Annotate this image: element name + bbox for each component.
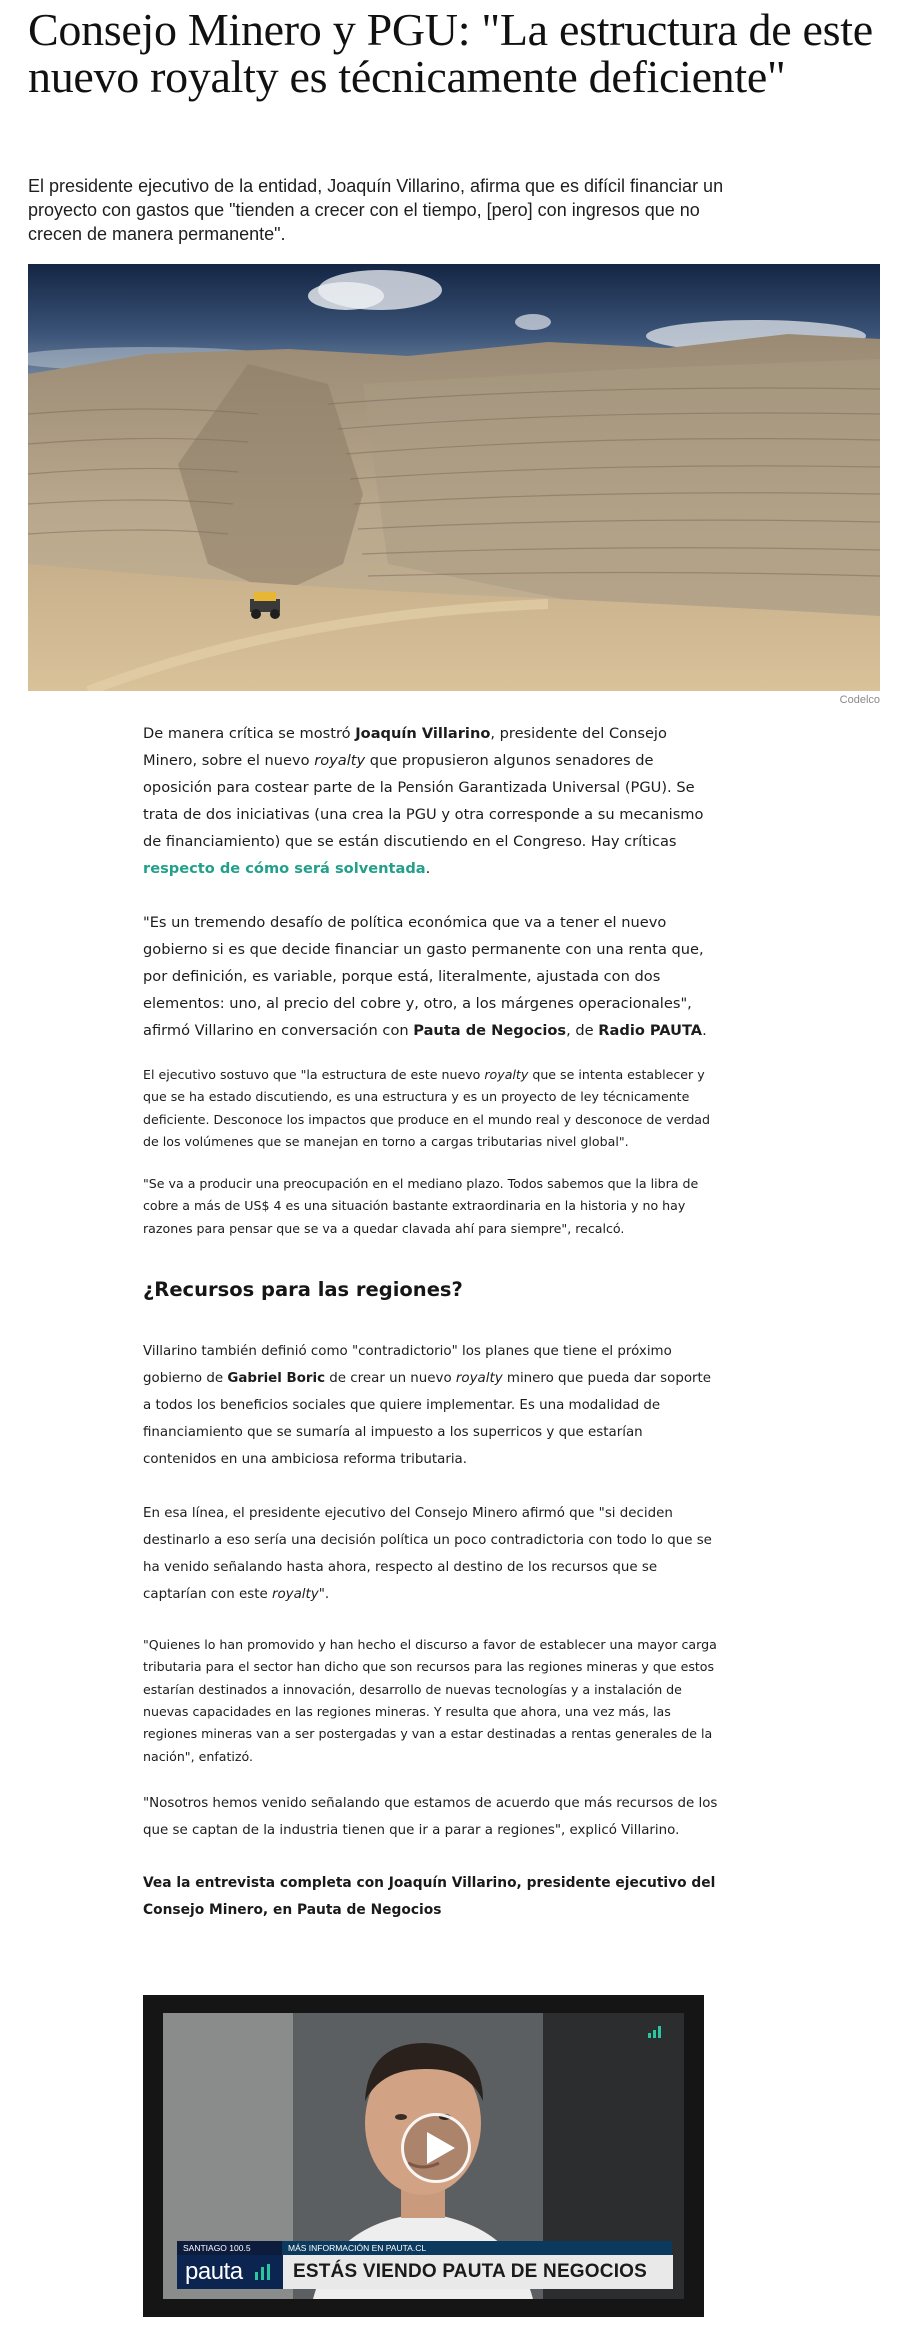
play-icon xyxy=(425,2132,455,2164)
text-run: , presidente del Consejo Minero, sobre el nuevo xyxy=(143,725,667,769)
video-lower-third xyxy=(177,2255,673,2289)
text-run: de crear un nuevo xyxy=(325,1371,456,1387)
text-run: En esa línea, el presidente ejecutivo del Consejo Minero afirmó que "si deciden destinarlo a eso sería una decisión política un poco contradictoria con todo lo que se ha venido señalando hasta ahora, respecto al destino de los recursos que se captarían con este xyxy=(143,1506,712,1603)
hero-image-mine xyxy=(28,264,880,691)
now-watching-banner: ESTÁS VIENDO PAUTA DE NEGOCIOS xyxy=(283,2255,673,2289)
paragraph-2 xyxy=(143,909,718,1044)
article-subtitle: El presidente ejecutivo de la entidad, Joaquín Villarino, afirma que es difícil financiar un proyecto con gastos que "tienden a crecer con el tiempo, [pero] con ingresos que no crecen de manera permanente". xyxy=(28,176,724,244)
bold-name: Joaquín Villarino xyxy=(355,725,491,742)
live-signal-icon xyxy=(648,2025,662,2043)
text-run: Villarino también definió como "contradictorio" los planes que tiene el próximo gobierno de xyxy=(143,1344,672,1387)
pauta-logo-text: pauta xyxy=(185,2258,243,2285)
text-run: De manera crítica se mostró xyxy=(143,725,356,742)
paragraph-1 xyxy=(143,720,718,882)
video-player[interactable] xyxy=(143,1995,704,2317)
article-body xyxy=(143,720,718,1924)
text-run: El ejecutivo sostuvo que "la estructura de este nuevo xyxy=(143,1067,485,1082)
paragraph-5 xyxy=(143,1338,718,1473)
image-credit: Codelco xyxy=(839,694,880,706)
section-subheading: ¿Recursos para las regiones? xyxy=(143,1278,463,1302)
paragraph-6 xyxy=(143,1500,718,1608)
paragraph-8: "Nosotros hemos venido señalando que estamos de acuerdo que más recursos de los que se captan de la industria tienen que ir a parar a regiones", explicó Villarino. xyxy=(143,1795,718,1838)
text-run: "Es un tremendo desafío de política económica que va a tener el nuevo gobierno si es que decide financiar un gasto permanente con una renta que, por definición, es variable, porque está, literalmente, ajustada con dos elementos: uno, al precio del cobre y, otro, a los márgenes operacionales", afirmó Villarino en conversación con xyxy=(143,914,704,1039)
text-run: , de xyxy=(566,1022,599,1039)
paragraph-4: "Se va a producir una preocupación en el mediano plazo. Todos sabemos que la libra de cobre a más de US$ 4 es una situación bastante extraordinaria en la historia y no hay razones para pensar que se va a quedar clavada ahí para siempre", recalcó. xyxy=(143,1176,699,1236)
text-run: que se intenta establecer y que se ha estado discutiendo, es una estructura y es un proyecto de ley técnicamente deficiente. Desconoce los impactos que produce en el mundo real y desconoce de verdad de los volúmenes que se manejan en torno a cargas tributarias nivel global". xyxy=(143,1067,711,1149)
video-frame[interactable] xyxy=(163,2013,684,2299)
italic-term: royalty xyxy=(455,1371,503,1387)
text-run: que propusieron algunos senadores de oposición para costear parte de la Pensión Garantizada Universal (PGU). Se trata de dos iniciativas (una crea la PGU y otra corresponde a su mecanismo de financiamiento) que se están discutiendo en el Congreso. Hay críticas xyxy=(143,752,704,850)
text-run: minero que pueda dar soporte a todos los beneficios sociales que quiere implementar. Es una modalidad de financiamiento que se sumaría al impuesto a los superricos y que estarían contenidos en una ambiciosa reforma tributaria. xyxy=(143,1371,712,1468)
video-lower-third-top xyxy=(163,2241,684,2255)
italic-term: royalty xyxy=(314,752,366,769)
paragraph-7: "Quienes lo han promovido y han hecho el discurso a favor de establecer una mayor carga tributaria para el sector han dicho que son recursos para las regiones mineras y que estos estarían destinados a innovación, desarrollo de nuevas tecnologías y a instalación de nuevas capacidades en las regiones mineras. Y resulta que ahora, una vez más, las regiones mineras van a ser postergadas y van a estar destinadas a rentas generales de la nación", enfatizó. xyxy=(143,1637,717,1764)
text-run: . xyxy=(425,860,431,877)
more-info-label: MÁS INFORMACIÓN EN PAUTA.CL xyxy=(282,2241,672,2255)
italic-term: royalty xyxy=(484,1067,529,1082)
station-label: SANTIAGO 100.5 xyxy=(177,2241,282,2255)
pauta-bars-icon xyxy=(255,2264,271,2280)
bold-name: Pauta de Negocios xyxy=(413,1022,567,1039)
inline-link-solventada[interactable]: respecto de cómo será solventada xyxy=(143,860,426,877)
play-button[interactable] xyxy=(401,2113,471,2183)
video-callout: Vea la entrevista completa con Joaquín Villarino, presidente ejecutivo del Consejo Minero, en Pauta de Negocios xyxy=(143,1874,716,1918)
bold-name: Gabriel Boric xyxy=(227,1371,326,1387)
paragraph-3 xyxy=(143,1064,718,1153)
article-headline: Consejo Minero y PGU: "La estructura de este nuevo royalty es técnicamente deficiente" xyxy=(28,4,873,102)
italic-term: royalty xyxy=(271,1587,319,1603)
bold-name: Radio PAUTA xyxy=(598,1022,703,1039)
pauta-logo xyxy=(177,2255,283,2289)
text-run: . xyxy=(702,1022,707,1039)
text-run: ". xyxy=(318,1587,330,1603)
